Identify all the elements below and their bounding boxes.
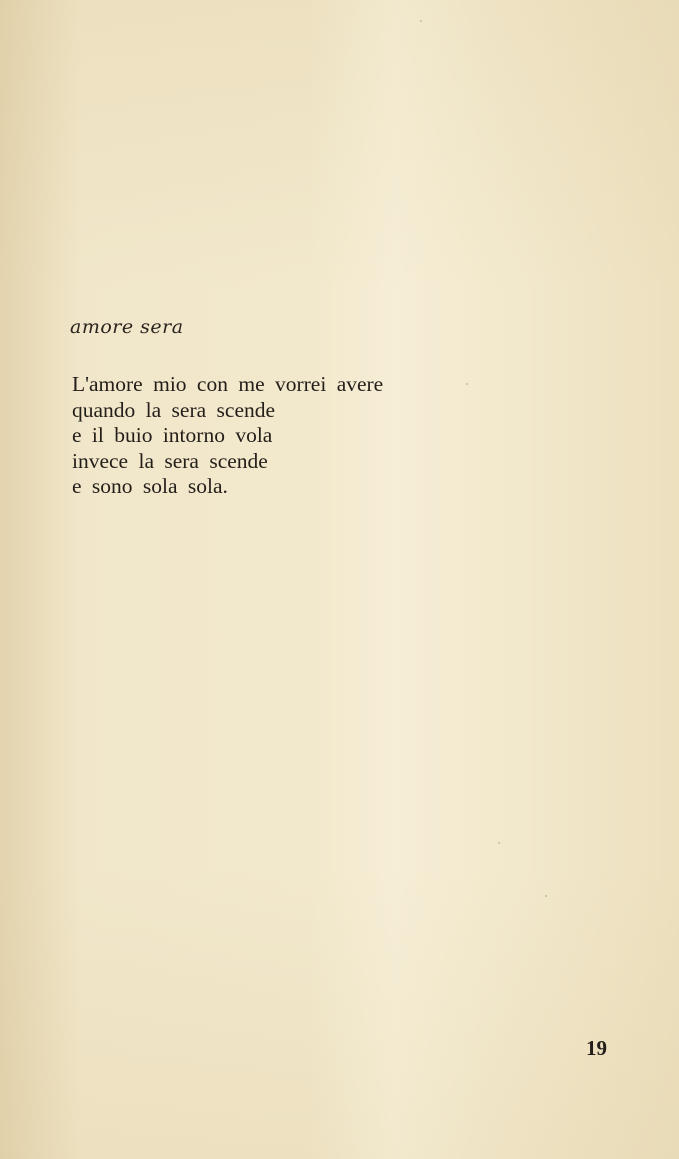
paper-speck bbox=[498, 842, 500, 844]
paper-speck bbox=[466, 383, 468, 385]
poem-line: invece la sera scende bbox=[72, 448, 268, 473]
poem-line: L'amore mio con me vorrei avere bbox=[72, 372, 384, 396]
paper-speck bbox=[545, 895, 547, 897]
poem-line: e il buio intorno vola bbox=[72, 423, 273, 447]
poem-title: amore sera bbox=[70, 316, 184, 338]
page-number: 19 bbox=[586, 1036, 607, 1060]
poem-line: e sono sola sola. bbox=[72, 474, 228, 498]
paper-speck bbox=[420, 20, 422, 22]
poem-line: quando la sera scende bbox=[72, 397, 276, 422]
poem-body bbox=[72, 372, 383, 500]
